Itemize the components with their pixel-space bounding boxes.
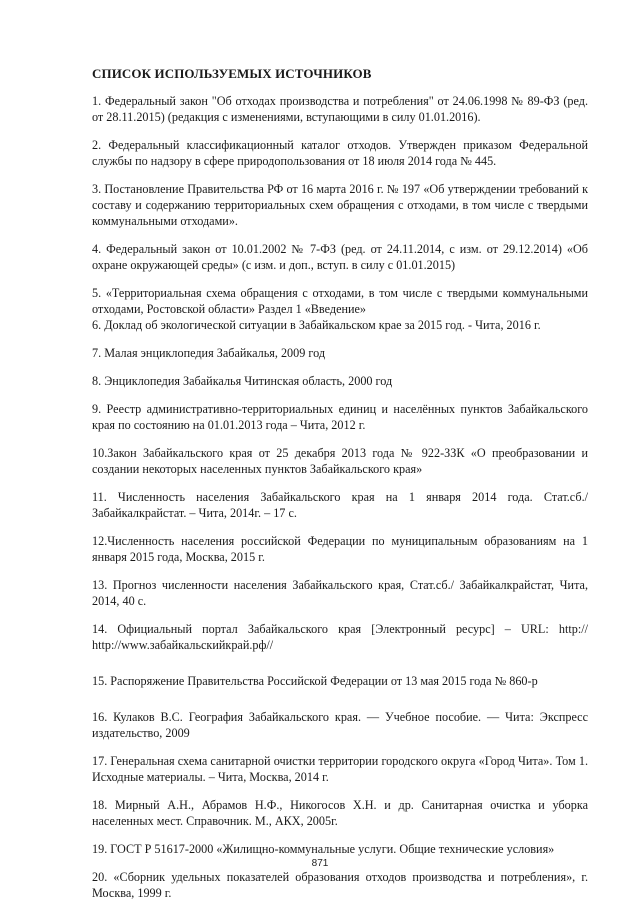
reference-item-7: 7. Малая энциклопедия Забайкалья, 2009 год <box>92 346 326 360</box>
reference-item-4: 4. Федеральный закон от 10.01.2002 № 7-ФЗ (ред. от 24.11.2014, с изм. от 29.12.2014) «Об охране окружающей среды» (с изм. и доп., вступ. в силу с 01.01.2015) <box>92 242 588 272</box>
reference-item-11: 11. Численность населения Забайкальского края на 1 января 2014 года. Стат.сб./ Забайкалкрайстат. – Чита, 2014г. – 17 с. <box>92 490 588 520</box>
page-number: 871 <box>311 858 329 869</box>
reference-item-8: 8. Энциклопедия Забайкалья Читинская область, 2000 год <box>92 374 393 388</box>
reference-item-2: 2. Федеральный классификационный каталог отходов. Утвержден приказом Федеральной службы по надзору в сфере природопользования от 18 июля 2014 года № 445. <box>92 138 588 168</box>
reference-item-18: 18. Мирный А.Н., Абрамов Н.Ф., Никогосов Х.Н. и др. Санитарная очистка и уборка населенных мест. Справочник. М., АКХ, 2005г. <box>92 798 588 828</box>
reference-item-6: 6. Доклад об экологической ситуации в Забайкальском крае за 2015 год. - Чита, 2016 г. <box>92 318 541 332</box>
reference-item-16: 16. Кулаков В.С. География Забайкальского края. — Учебное пособие. — Чита: Экспресс издательство, 2009 <box>92 710 588 740</box>
reference-item-15: 15. Распоряжение Правительства Российской Федерации от 13 мая 2015 года № 860-р <box>92 674 538 688</box>
document-page <box>92 66 588 913</box>
reference-item-12: 12.Численность населения российской Федерации по муниципальным образованиям на 1 января 2015 года, Москва, 2015 г. <box>92 534 588 564</box>
reference-item-19: 19. ГОСТ Р 51617-2000 «Жилищно-коммунальные услуги. Общие технические условия» <box>92 842 555 856</box>
reference-item-17: 17. Генеральная схема санитарной очистки территории городского округа «Город Чита». Том 1. Исходные материалы. – Чита, Москва, 2014 г. <box>92 754 588 784</box>
reference-item-14: 14. Официальный портал Забайкальского края [Электронный ресурс] – URL: http:// http://www.забайкальскийкрай.рф// <box>92 622 588 652</box>
reference-item-10: 10.Закон Забайкальского края от 25 декабря 2013 года № 922-ЗЗК «О преобразовании и создании некоторых населенных пунктов Забайкальского края» <box>92 446 588 476</box>
reference-item-3: 3. Постановление Правительства РФ от 16 марта 2016 г. № 197 «Об утверждении требований к составу и содержанию территориальных схем обращения с отходами, в том числе с твердыми коммунальными отходами». <box>92 182 588 228</box>
reference-item-1: 1. Федеральный закон "Об отходах производства и потребления" от 24.06.1998 № 89-ФЗ (ред. от 28.11.2015) (редакция с изменениями, вступающими в силу 01.01.2016). <box>92 94 588 124</box>
reference-item-20: 20. «Сборник удельных показателей образования отходов производства и потребления», г. Москва, 1999 г. <box>92 870 588 900</box>
reference-item-5: 5. «Территориальная схема обращения с отходами, в том числе с твердыми коммунальными отходами, Ростовской области» Раздел 1 «Введение» <box>92 286 588 316</box>
reference-item-9: 9. Реестр административно-территориальных единиц и населённых пунктов Забайкальского края по состоянию на 01.01.2013 года – Чита, 2012 г. <box>92 402 588 432</box>
reference-item-13: 13. Прогноз численности населения Забайкальского края, Стат.сб./ Забайкалкрайстат, Чита, 2014, 40 с. <box>92 578 588 608</box>
page-title: СПИСОК ИСПОЛЬЗУЕМЫХ ИСТОЧНИКОВ <box>92 66 372 81</box>
reference-list <box>92 93 588 901</box>
